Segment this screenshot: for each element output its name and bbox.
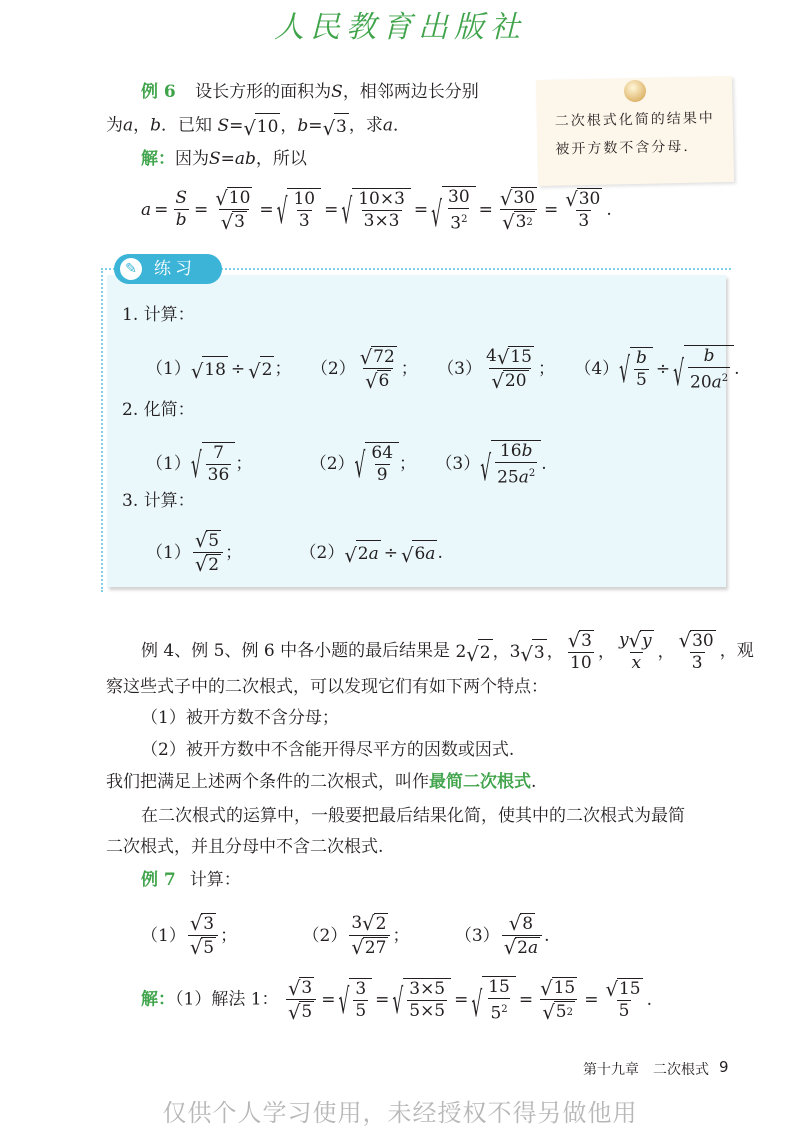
- body-p2-text: 我们把满足上述两个条件的二次根式，叫作: [106, 772, 429, 792]
- example7-items: （1） √ 3 √ 5 ； （2） 3 √ 2 √ 27 ； （3） √ 8 √ 2 a .: [141, 912, 550, 960]
- body-p2: [106, 770, 536, 794]
- practice-q2: 2. 化简：: [122, 400, 195, 420]
- practice-tab: [114, 254, 222, 284]
- math-sqrt: √ 3: [323, 113, 349, 139]
- body-p3a: 在二次根式的运算中，一般要把最后结果化简，使其中的二次根式为最简: [141, 806, 685, 826]
- solution-text: 因为: [175, 149, 209, 169]
- math-sqrt: √ 10: [243, 113, 280, 139]
- example6-derivation: a = $\frac{S}{b}$ = √ 10 √ 3 = √ $\frac{10}{3}$ = √ $\frac{10\times 3}{3\times 3}$ = √ $\frac{30}{3^2}$ = √ 30 √ 3 2 = √ 30 3 .: [141, 186, 612, 236]
- example7-label: 例 7: [141, 870, 176, 890]
- body-p1a: 例 4、例 5、例 6 中各小题的最后结果是 2 √ 2 ，3 √ 3 ， √ 3 10 ， y √ y x ， √ 30 3 ，观: [141, 629, 754, 673]
- pencil-icon: ✎: [120, 258, 142, 280]
- example7-text: 计算：: [189, 870, 241, 890]
- example6-text4: ．已知: [161, 115, 213, 136]
- practice-q3: 3. 计算：: [122, 491, 195, 511]
- s-eq-ab: S=ab: [209, 149, 256, 169]
- pin-icon: [624, 80, 646, 102]
- example6-text: 设长方形的面积为: [195, 82, 332, 102]
- example6-line2: 为a，b．已知 S= √ 10 ， b= √ 3 ，求a．: [106, 113, 410, 139]
- solution7-text: （1）解法 1：: [175, 989, 279, 1010]
- solution-label: 解：: [141, 149, 175, 169]
- radicand: 3: [334, 113, 349, 139]
- solution-so: ，所以: [255, 149, 307, 169]
- example6-label: 例 6: [141, 82, 176, 102]
- solution7-label: 解：: [141, 989, 175, 1010]
- example6-text2: ，相邻两边长分别: [342, 82, 479, 102]
- ask-end: ．: [392, 115, 410, 136]
- body-p1b-text: ，观: [719, 641, 754, 661]
- given-b: b=: [297, 116, 323, 136]
- given-s: S=: [217, 116, 244, 136]
- var-a: a: [382, 115, 393, 136]
- var-a: a: [123, 115, 134, 136]
- practice-q1: 1. 计算：: [122, 305, 195, 325]
- body-p1a-text: 例 4、例 5、例 6 中各小题的最后结果是: [141, 641, 451, 661]
- example7-solution: 解：（1）解法 1： √ 3 √ 5 = √ $\frac{3}{5}$ = √ $\frac{3\times 5}{5\times 5}$ = √ $\frac{15}{5^2}$ = √ 15 √ 5 2 = √ 15 5 .: [141, 976, 652, 1026]
- side-note-text: 二次根式化简的结果中被开方数不含分母.: [554, 110, 715, 158]
- feature-2: （2）被开方数中不含能开得尽平方的因数或因式.: [141, 740, 515, 760]
- body-p2-end: .: [531, 772, 537, 792]
- radicand: 10: [255, 113, 281, 139]
- practice-tab-label: 练习: [154, 259, 196, 279]
- var-b: b: [150, 115, 162, 136]
- practice-q2-items: （1） √ $\frac{7}{36}$ ； （2） √ $\frac{64}{9}$ ； （3） √ $\frac{16b}{25a^2}$ .: [146, 441, 547, 490]
- example6-text3: 为: [106, 115, 123, 136]
- practice-q1-items: （1） √ 18 ÷ √ 2 ； （2） √ 72 √ 6 ； （3） 4 √ 15 √ 20 ； （4） √ $\frac{b}{5}$ ÷ √ $\frac{b}{20a^2}$ .: [146, 345, 740, 395]
- example6-line1: [141, 80, 479, 104]
- body-p3b: 二次根式，并且分母中不含二次根式.: [106, 837, 384, 857]
- example7-line: [141, 868, 241, 892]
- watermark: 仅供个人学习使用，未经授权不得另做他用: [162, 1099, 638, 1127]
- page-number: 9: [719, 1058, 729, 1076]
- var-S: S: [331, 82, 343, 102]
- publisher-logo: 人民教育出版社: [274, 10, 526, 45]
- body-p1c: 察这些式子中的二次根式，可以发现它们有如下两个特点：: [106, 677, 548, 697]
- key-term: 最简二次根式: [429, 772, 531, 792]
- chapter-footer: 第十九章 二次根式: [583, 1062, 709, 1078]
- feature-1: （1）被开方数不含分母；: [141, 708, 339, 728]
- ask-text: ，求: [348, 115, 383, 136]
- practice-q3-items: （1） √ 5 √ 2 ； （2） √ 2 a ÷ √ 6 a .: [146, 529, 443, 577]
